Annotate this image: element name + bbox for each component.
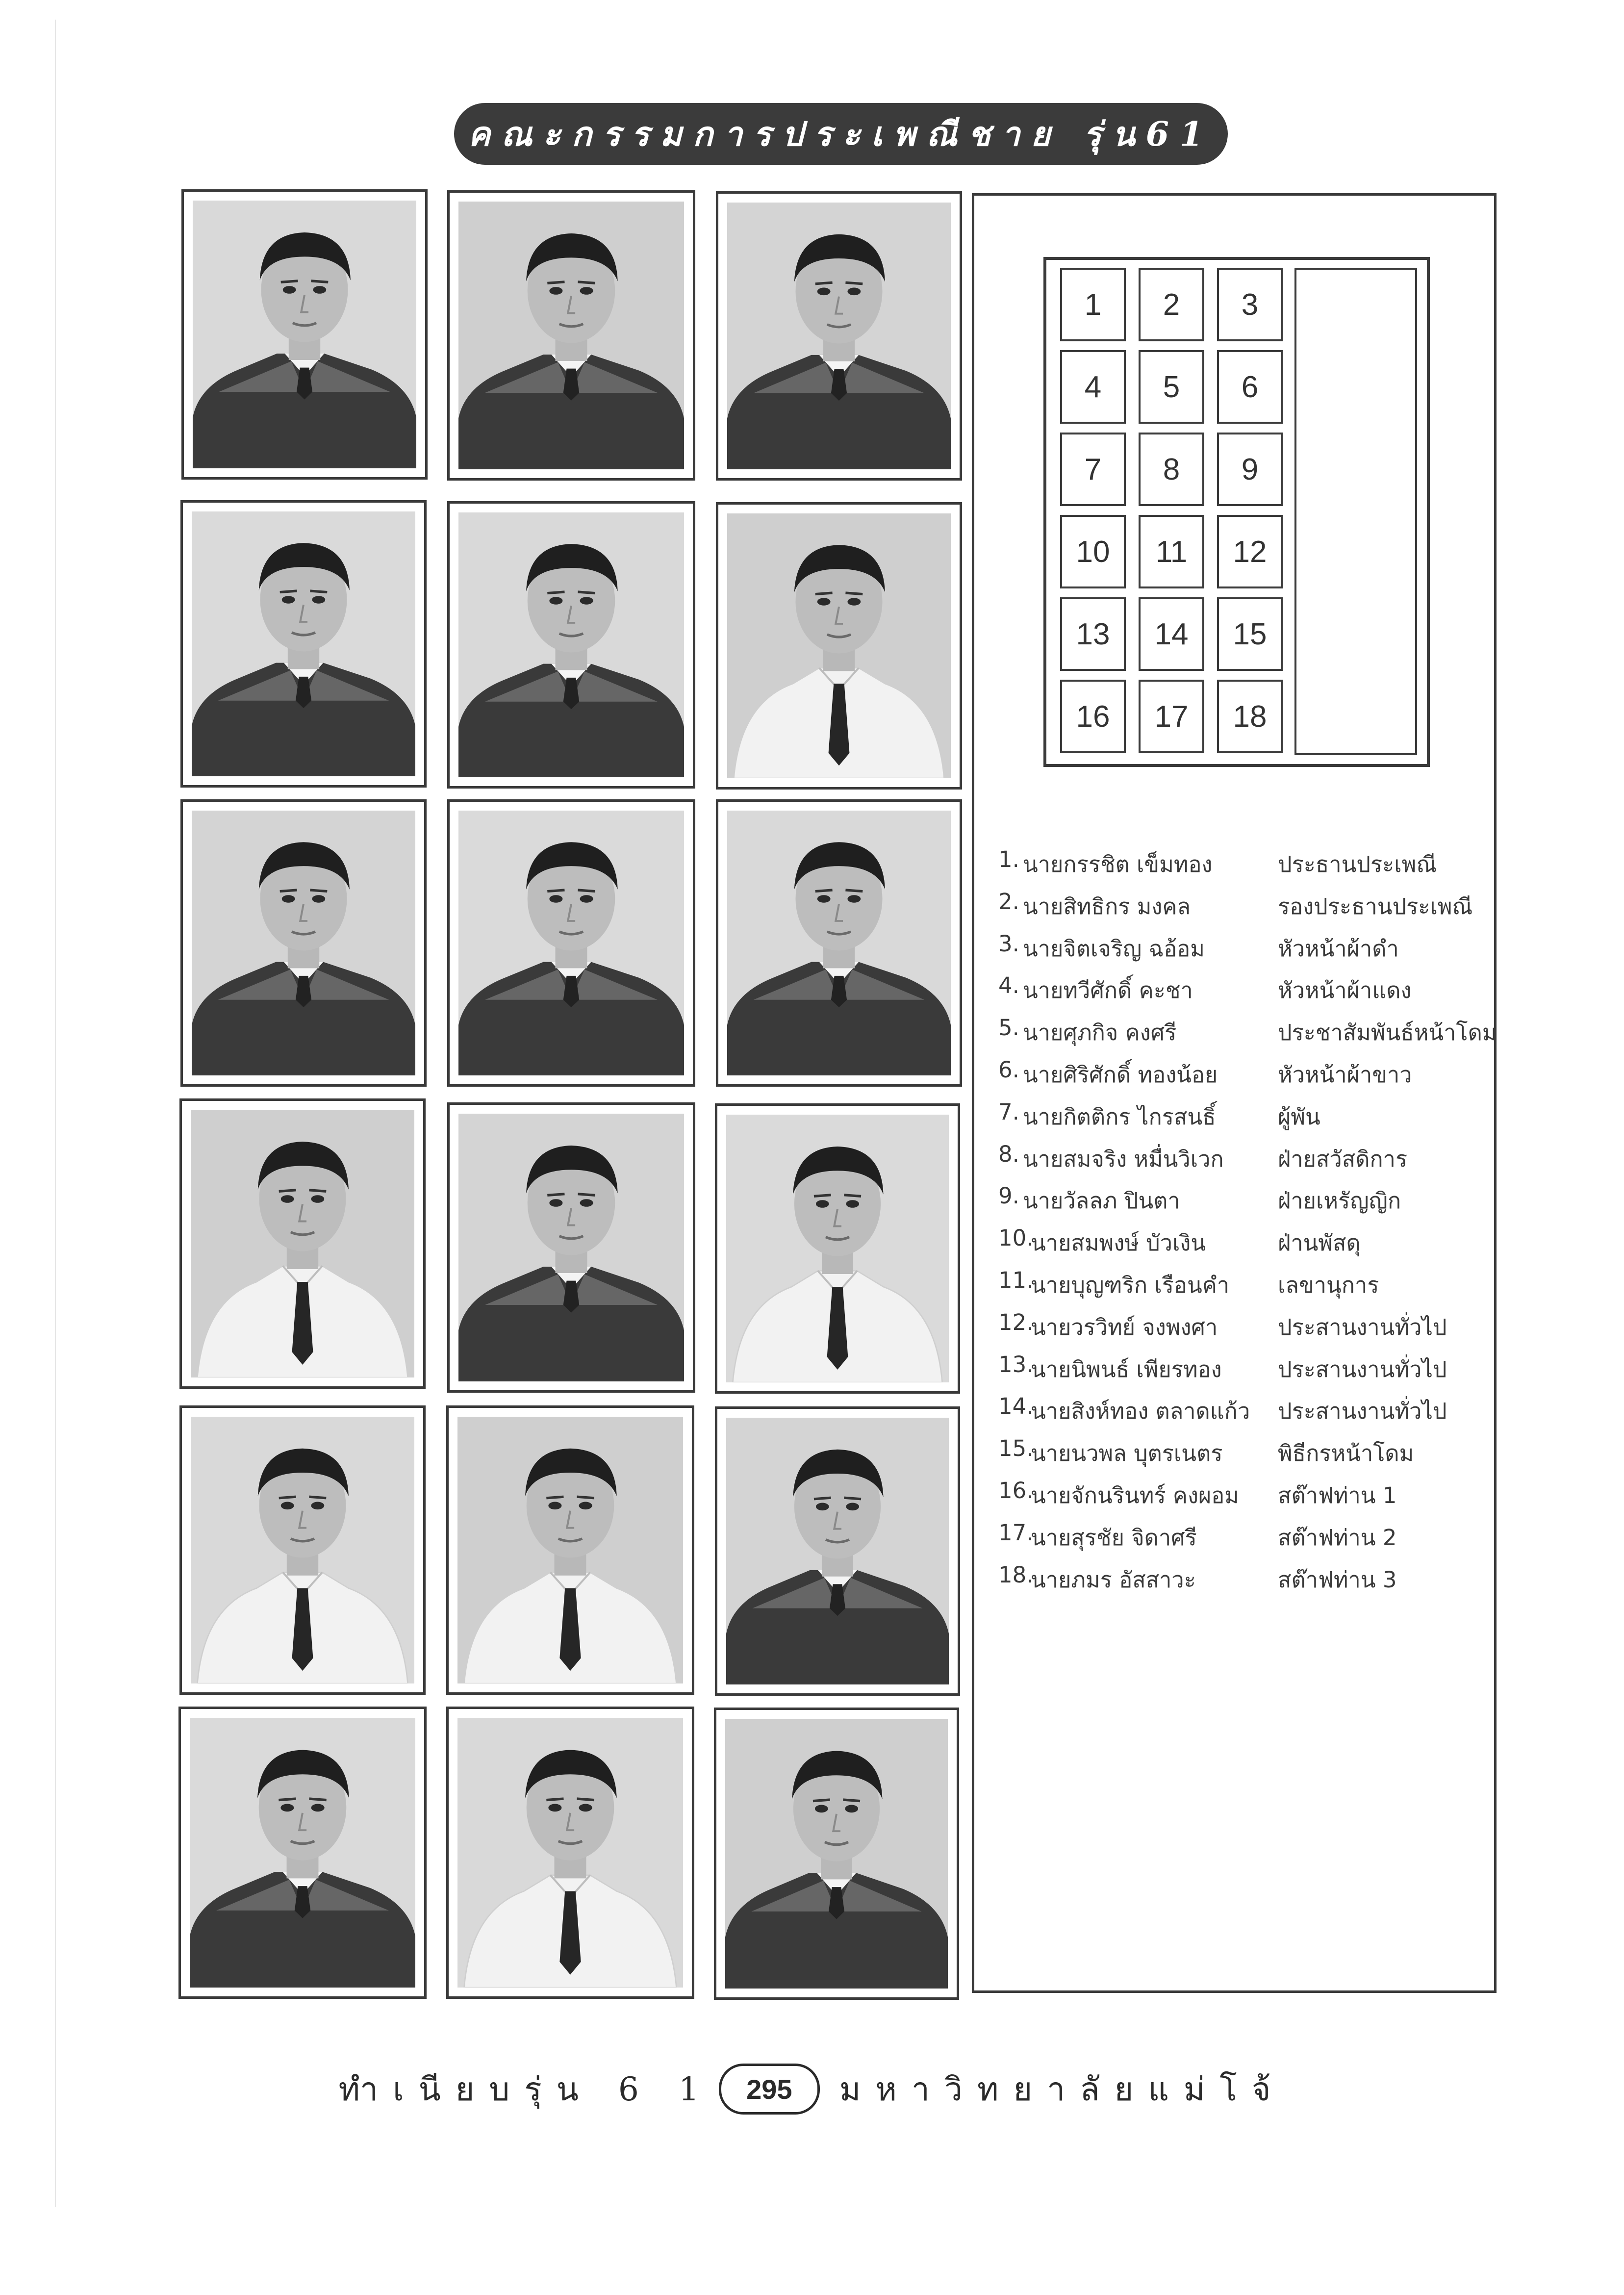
member-row xyxy=(998,1352,1489,1391)
key-cell-1: 1 xyxy=(1060,268,1126,341)
member-name: นายสมพงษ์ บัวเงิน xyxy=(1031,1230,1206,1256)
footer xyxy=(0,2060,1624,2118)
portrait-image xyxy=(190,1718,415,1988)
member-role: เลขานุการ xyxy=(1278,1272,1379,1298)
key-cell-2: 2 xyxy=(1139,268,1204,341)
member-name: นายนิพนธ์ เพียรทอง xyxy=(1031,1356,1222,1382)
portrait-photo-1 xyxy=(181,189,428,480)
portrait-photo-16 xyxy=(178,1707,427,1999)
portrait-image xyxy=(192,511,415,776)
member-role: ประสานงานทั่วไป xyxy=(1278,1398,1447,1425)
member-role: ฝ่านพัสดุ xyxy=(1278,1230,1361,1256)
member-number: 15. xyxy=(998,1435,1034,1462)
member-role: ประสานงานทั่วไป xyxy=(1278,1356,1447,1382)
portrait-image xyxy=(727,811,951,1075)
key-cell-4: 4 xyxy=(1060,350,1126,424)
member-role: ประธานประเพณี xyxy=(1278,851,1437,877)
portrait-photo-13 xyxy=(179,1405,426,1695)
portrait-image xyxy=(192,811,415,1075)
member-number: 3. xyxy=(998,930,1019,957)
title-banner xyxy=(454,103,1228,165)
member-row xyxy=(998,972,1489,1012)
member-number: 9. xyxy=(998,1183,1019,1209)
member-name: นายภมร อัสสาวะ xyxy=(1031,1566,1196,1593)
member-row xyxy=(998,1225,1489,1264)
member-number: 1. xyxy=(998,846,1019,872)
member-role: หัวหน้าผ้าดำ xyxy=(1278,935,1399,962)
member-row xyxy=(998,1057,1489,1096)
key-cell-15: 15 xyxy=(1217,597,1283,671)
member-role: หัวหน้าผ้าขาว xyxy=(1278,1062,1412,1088)
member-row xyxy=(998,1267,1489,1306)
member-name: นายสุรชัย จิดาศรี xyxy=(1031,1524,1197,1551)
key-cell-17: 17 xyxy=(1139,680,1204,753)
member-role: รองประธานประเพณี xyxy=(1278,893,1473,919)
member-row xyxy=(998,1099,1489,1138)
member-role: สต๊าฟท่าน 3 xyxy=(1278,1566,1397,1593)
member-number: 8. xyxy=(998,1141,1019,1167)
portrait-image xyxy=(725,1719,948,1989)
member-row xyxy=(998,1562,1489,1601)
page-title: คณะกรรมการประเพณีชาย รุ่น61 xyxy=(468,115,1214,154)
member-role: สต๊าฟท่าน 2 xyxy=(1278,1524,1397,1551)
portrait-photo-18 xyxy=(714,1708,959,2000)
member-row xyxy=(998,846,1489,886)
key-cell-7: 7 xyxy=(1060,433,1126,506)
portrait-photo-2 xyxy=(447,190,695,481)
portrait-photo-4 xyxy=(180,500,427,788)
footer-right-text: มหาวิทยาลัยแม่โจ้ xyxy=(839,2070,1286,2108)
portrait-photo-12 xyxy=(715,1103,960,1394)
member-number: 7. xyxy=(998,1098,1019,1125)
member-number: 10. xyxy=(998,1225,1034,1251)
portrait-photo-14 xyxy=(446,1405,694,1695)
portrait-image xyxy=(458,512,684,777)
key-cell-9: 9 xyxy=(1217,433,1283,506)
key-cell-6: 6 xyxy=(1217,350,1283,424)
portrait-image xyxy=(193,201,416,468)
member-row xyxy=(998,1478,1489,1517)
member-number: 13. xyxy=(998,1351,1034,1377)
page-edge-line xyxy=(55,20,56,2207)
portrait-photo-10 xyxy=(179,1098,426,1389)
footer-left-text: ทำเนียบรุ่น 6 1 xyxy=(338,2070,714,2108)
member-name: นายนวพล บุตรเนตร xyxy=(1031,1440,1223,1467)
key-cell-11: 11 xyxy=(1139,515,1204,588)
key-cell-5: 5 xyxy=(1139,350,1204,424)
member-number: 2. xyxy=(998,888,1019,915)
member-row xyxy=(998,1015,1497,1054)
member-row xyxy=(998,931,1489,970)
key-cell-10: 10 xyxy=(1060,515,1126,588)
portrait-image xyxy=(191,1417,414,1683)
portrait-image xyxy=(457,1417,683,1683)
member-name: นายวัลลภ ปินตา xyxy=(1023,1188,1180,1214)
key-cell-16: 16 xyxy=(1060,680,1126,753)
key-cell-12: 12 xyxy=(1217,515,1283,588)
member-role: ผู้พัน xyxy=(1278,1103,1320,1130)
page-number-badge: 295 xyxy=(719,2064,820,2115)
portrait-image xyxy=(458,202,684,469)
member-row xyxy=(998,1183,1489,1222)
member-number: 16. xyxy=(998,1478,1034,1504)
member-number: 5. xyxy=(998,1015,1019,1041)
portrait-photo-9 xyxy=(716,799,962,1087)
member-name: นายศิริศักดิ์ ทองน้อย xyxy=(1023,1062,1218,1088)
portrait-image xyxy=(458,811,684,1075)
member-row xyxy=(998,1520,1489,1559)
portrait-photo-3 xyxy=(716,191,962,481)
portrait-photo-7 xyxy=(180,799,427,1087)
portrait-photo-17 xyxy=(446,1707,694,1999)
member-row xyxy=(998,1309,1489,1349)
member-name: นายกรรชิต เข็มทอง xyxy=(1023,851,1213,877)
member-number: 12. xyxy=(998,1309,1034,1335)
portrait-photo-5 xyxy=(447,501,695,789)
portrait-image xyxy=(458,1114,684,1381)
member-name: นายสมจริง หมื่นวิเวก xyxy=(1023,1146,1224,1172)
member-number: 4. xyxy=(998,972,1019,999)
portrait-image xyxy=(727,203,951,469)
member-name: นายวรวิทย์ จงพงศา xyxy=(1031,1314,1218,1340)
member-role: ฝ่ายสวัสดิการ xyxy=(1278,1146,1408,1172)
member-role: พิธีกรหน้าโดม xyxy=(1278,1440,1414,1467)
member-number: 6. xyxy=(998,1057,1019,1083)
member-role: สต๊าฟท่าน 1 xyxy=(1278,1482,1397,1508)
portrait-photo-11 xyxy=(447,1102,695,1393)
member-name: นายสิทธิกร มงคล xyxy=(1023,893,1191,919)
member-row xyxy=(998,1141,1489,1180)
portrait-image xyxy=(191,1110,414,1377)
member-role: หัวหน้าผ้าแดง xyxy=(1278,977,1412,1004)
member-row xyxy=(998,1435,1489,1475)
key-cell-13: 13 xyxy=(1060,597,1126,671)
portrait-image xyxy=(457,1718,683,1988)
portrait-photo-8 xyxy=(447,799,695,1087)
key-cell-8: 8 xyxy=(1139,433,1204,506)
member-name: นายสิงห์ทอง ตลาดแก้ว xyxy=(1031,1398,1250,1425)
key-blank-column xyxy=(1294,268,1417,755)
portrait-photo-6 xyxy=(716,502,962,790)
portrait-image xyxy=(726,1115,949,1382)
member-name: นายศุภกิจ คงศรี xyxy=(1023,1020,1177,1046)
portrait-photo-15 xyxy=(715,1406,960,1696)
member-number: 14. xyxy=(998,1393,1034,1420)
member-role: ฝ่ายเหรัญญิก xyxy=(1278,1188,1401,1214)
member-name: นายจักนรินทร์ คงผอม xyxy=(1031,1482,1239,1508)
member-name: นายทวีศักดิ์ คะชา xyxy=(1023,977,1193,1004)
key-cell-3: 3 xyxy=(1217,268,1283,341)
key-cell-18: 18 xyxy=(1217,680,1283,753)
member-name: นายจิตเจริญ ฉอ้อม xyxy=(1023,935,1205,962)
member-row xyxy=(998,1393,1489,1432)
member-number: 18. xyxy=(998,1561,1034,1588)
portrait-image xyxy=(726,1418,949,1684)
member-role: ประชาสัมพันธ์หน้าโดม xyxy=(1278,1020,1497,1046)
member-row xyxy=(998,889,1489,928)
member-number: 11. xyxy=(998,1267,1034,1293)
key-cell-14: 14 xyxy=(1139,597,1204,671)
member-number: 17. xyxy=(998,1519,1034,1546)
member-role: ประสานงานทั่วไป xyxy=(1278,1314,1447,1340)
portrait-image xyxy=(727,513,951,778)
member-name: นายกิตติกร ไกรสนธิ์ xyxy=(1023,1103,1216,1130)
member-name: นายบุญฑริก เรือนคำ xyxy=(1031,1272,1230,1298)
